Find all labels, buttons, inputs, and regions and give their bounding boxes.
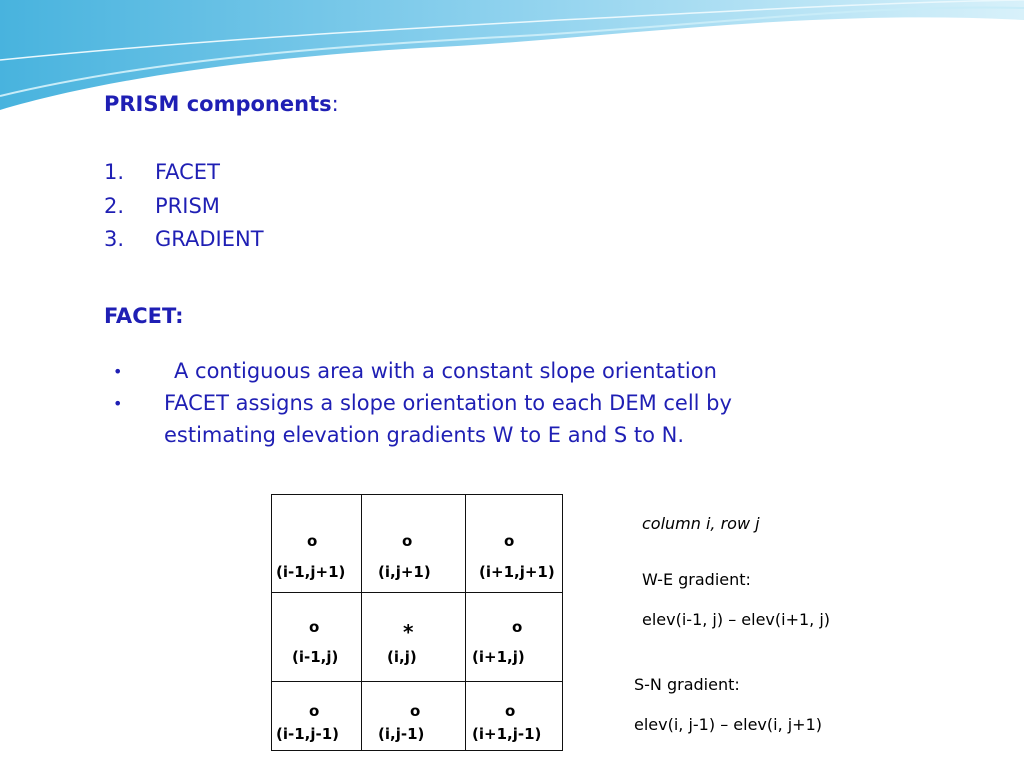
grid-point-marker: o [505,702,516,720]
grid-label-r1c2: (i,j+1) [378,563,431,581]
grid-center-star-icon: * [403,620,414,644]
bullet-text-2-continued: estimating elevation gradients W to E and S to N. [164,423,685,447]
grid-label-r3c1: (i-1,j-1) [276,725,340,743]
sn-gradient-formula: elev(i, j-1) – elev(i, j+1) [634,715,823,734]
list-item-number: 1. [104,160,125,184]
grid-label-r1c1: (i-1,j+1) [276,563,346,581]
list-item-label: PRISM [155,194,220,218]
list-item-2 [104,194,220,218]
list-item-number: 2. [104,194,125,218]
grid-label-r2c2: (i,j) [387,648,417,666]
list-item-3 [104,227,264,251]
grid-point-marker: o [309,618,320,636]
we-gradient-label: W-E gradient: [642,570,751,589]
slide-title-colon: : [331,92,339,116]
list-item-1 [104,160,220,184]
grid-label-r3c3: (i+1,j-1) [472,725,542,743]
slide-title-text: PRISM components [104,92,332,116]
grid-label-r3c2: (i,j-1) [378,725,425,743]
bullet-text-2: FACET assigns a slope orientation to each DEM cell by [164,391,732,415]
grid-label-r2c3: (i+1,j) [472,648,525,666]
slide-title [104,92,339,116]
grid-point-marker: o [309,702,320,720]
grid-point-marker: o [504,532,515,550]
bullet-icon: • [113,394,123,413]
grid-point-marker: o [512,618,523,636]
list-item-number: 3. [104,227,125,251]
we-gradient-formula: elev(i-1, j) – elev(i+1, j) [642,610,831,629]
grid-point-marker: o [410,702,421,720]
facet-heading: FACET: [104,304,184,328]
grid-label-r2c1: (i-1,j) [292,648,339,666]
list-item-label: FACET [155,160,220,184]
grid-point-marker: o [307,532,318,550]
bullet-icon: • [113,362,123,381]
grid-label-r1c3: (i+1,j+1) [479,563,555,581]
bullet-text-1: A contiguous area with a constant slope orientation [174,359,717,383]
grid-point-marker: o [402,532,413,550]
list-item-label: GRADIENT [155,227,264,251]
sn-gradient-label: S-N gradient: [634,675,740,694]
column-row-note: column i, row j [642,514,760,533]
